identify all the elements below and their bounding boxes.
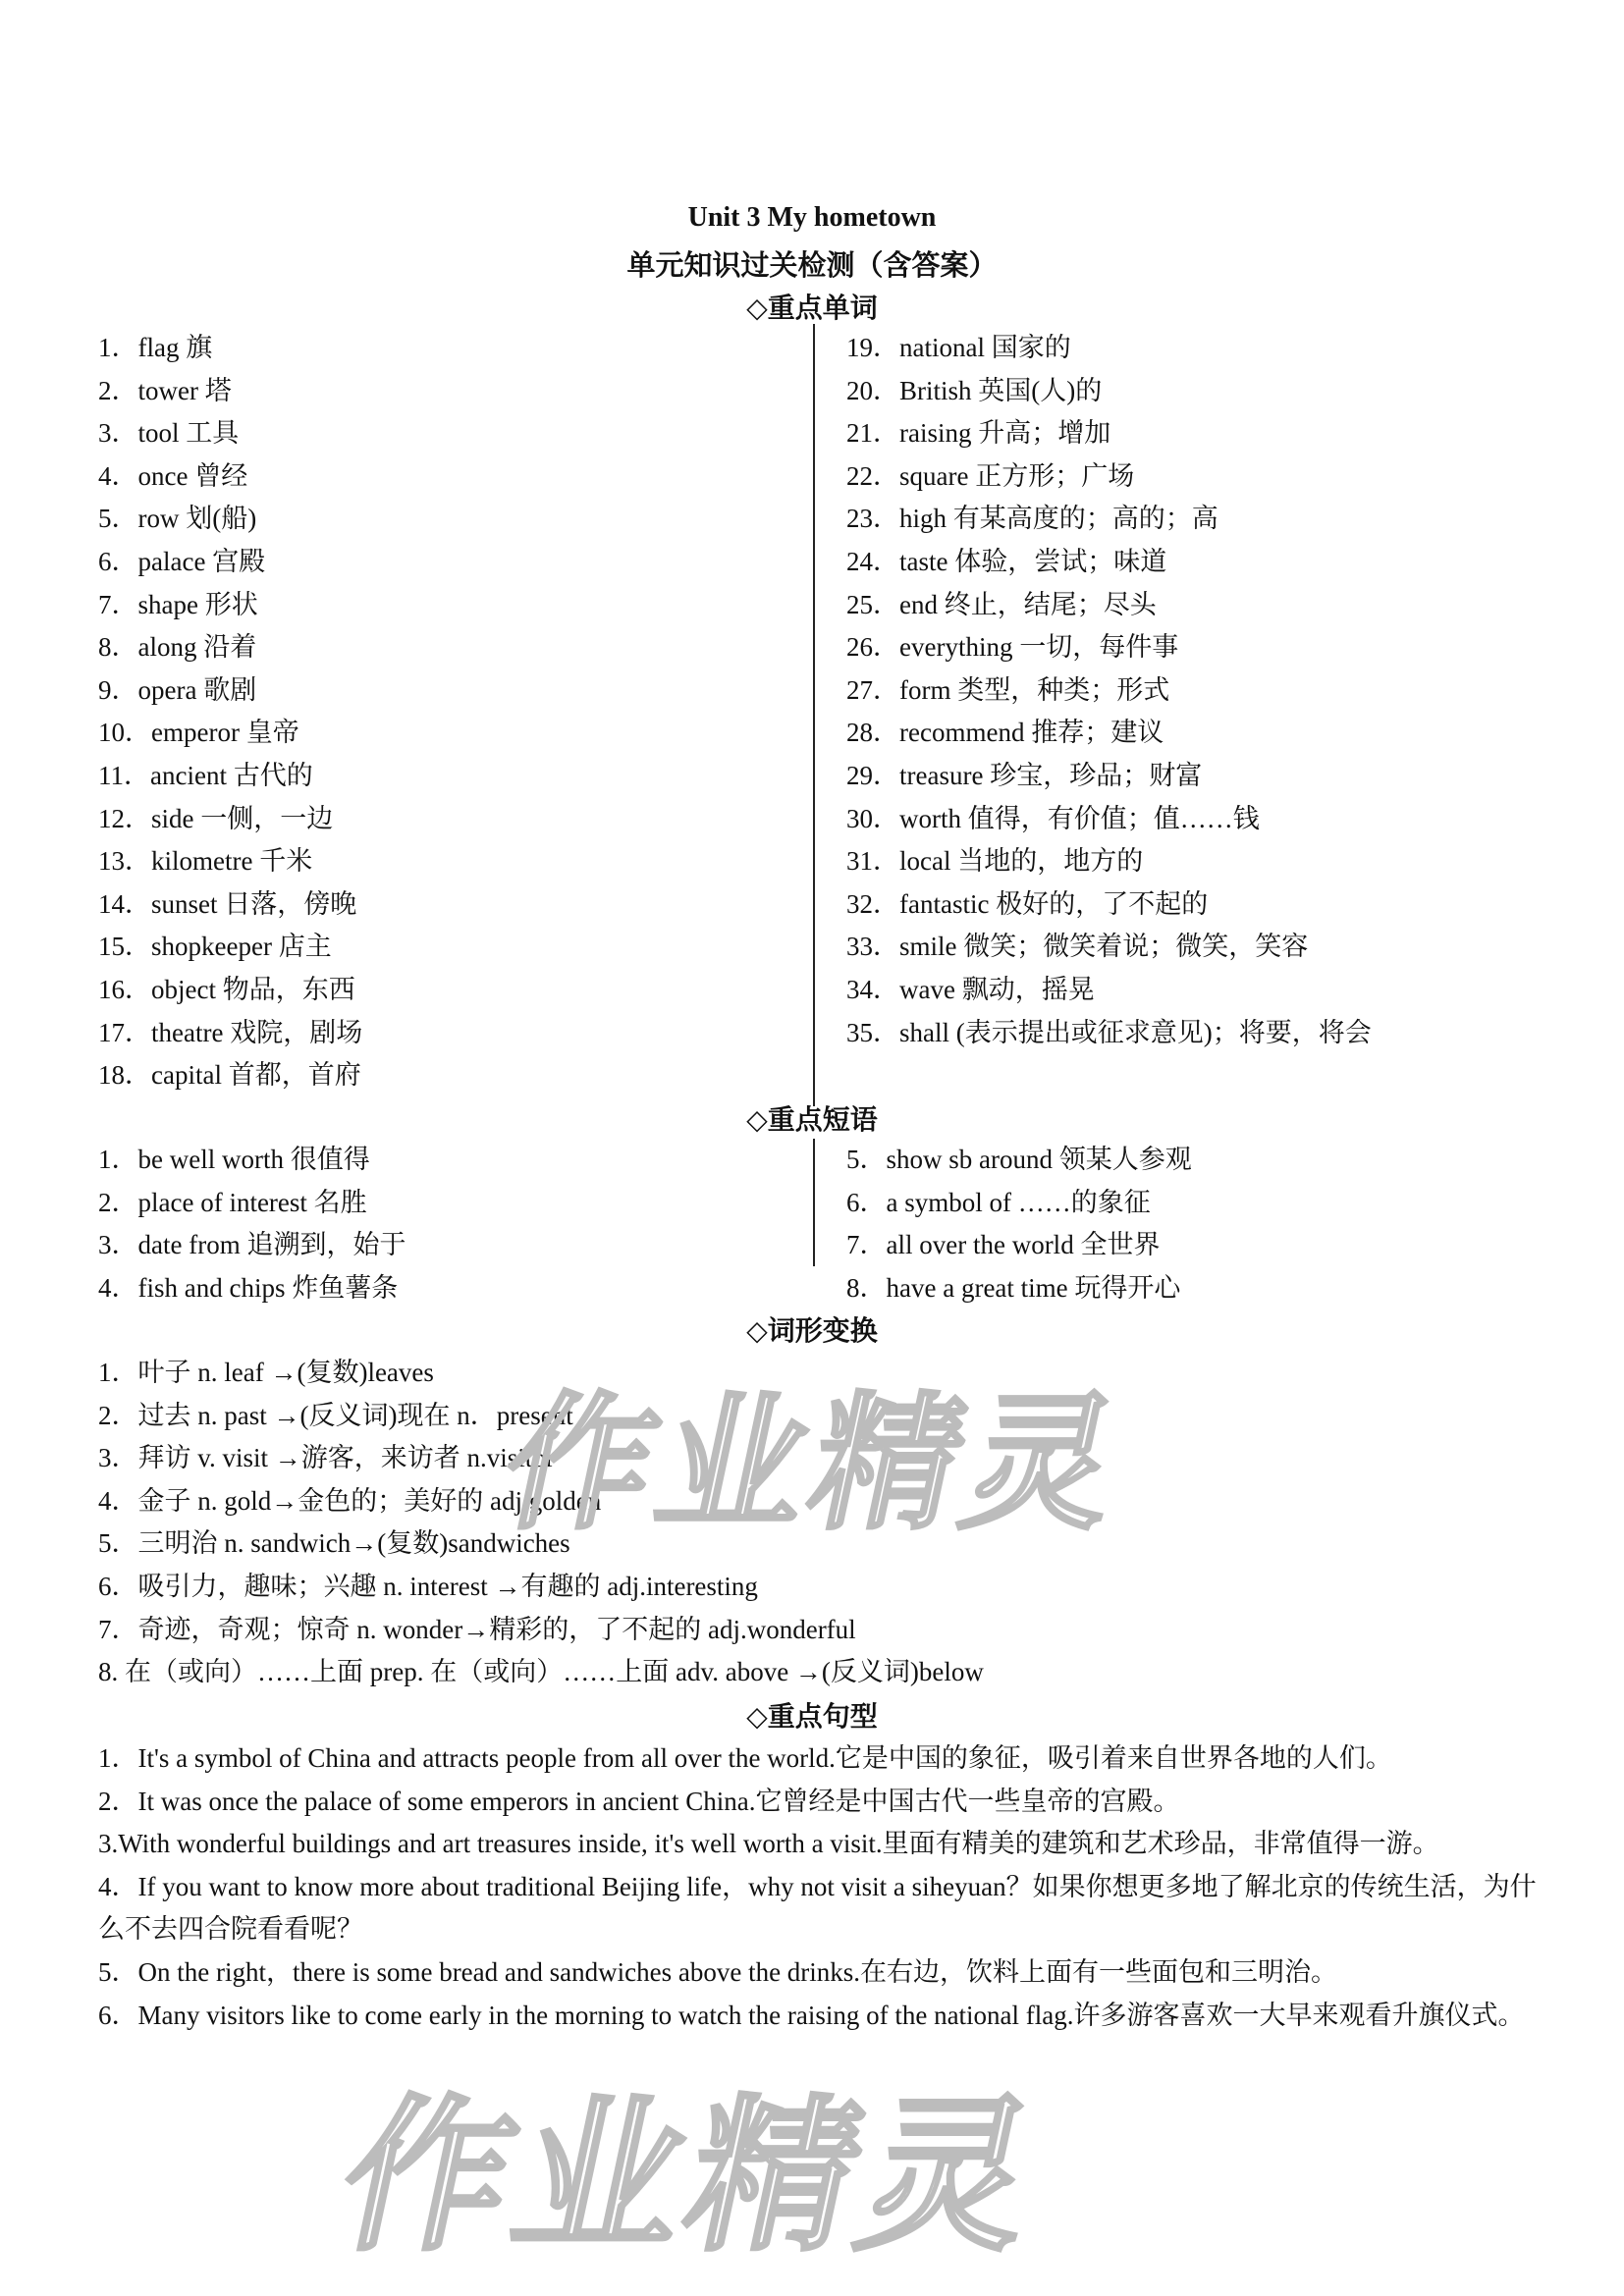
word-item: 31．local 当地的，地方的 (846, 846, 1144, 877)
word-item: 2．tower 塔 (98, 375, 232, 405)
column-divider (813, 324, 815, 1106)
sentence-item: 6．Many visitors like to come early in the morning to watch the raising of the national flag.许多游客喜欢一大早来观看升旗仪式。 (98, 2000, 1525, 2030)
sentence-item: 5．On the right，there is some bread and sandwiches above the drinks.在右边，饮料上面有一些面包和三明治。 (98, 1956, 1338, 1987)
word-item: 23．high 有某高度的；高的；高 (846, 504, 1218, 534)
word-item: 5．row 划(船) (98, 504, 257, 534)
word-item: 12．side 一侧，一边 (98, 803, 334, 833)
word-item: 1．flag 旗 (98, 333, 213, 362)
phrase-item: 5．show sb around 领某人参观 (846, 1145, 1192, 1174)
phrases-left-list (98, 1139, 406, 1309)
word-item: 18．capital 首都，首府 (98, 1060, 361, 1091)
words-right-list (846, 327, 1372, 1054)
word-item: 7．shape 形状 (98, 589, 258, 619)
section-key-words: ◇重点单词 (746, 294, 878, 324)
word-item: 9．opera 歌剧 (98, 674, 257, 705)
word-form-item: 5．三明治 n. sandwich→(复数)sandwiches (98, 1528, 570, 1559)
word-form-item: 3．拜访 v. visit →游客，来访者 n.visitor (98, 1443, 555, 1473)
phrase-item: 6．a symbol of ……的象征 (846, 1187, 1151, 1217)
phrase-item: 4．fish and chips 炸鱼薯条 (98, 1272, 399, 1303)
word-item: 33．smile 微笑；微笑着说；微笑，笑容 (846, 932, 1309, 962)
word-item: 15．shopkeeper 店主 (98, 932, 332, 962)
word-item: 20．British 英国(人)的 (846, 375, 1103, 405)
section-key-phrases: ◇重点短语 (746, 1105, 878, 1136)
sentences-list (98, 1737, 1551, 2037)
sentence-item: 1．It's a symbol of China and attracts people from all over the world.它是中国的象征，吸引着来自世界各地的人们。 (98, 1743, 1392, 1773)
word-item: 21．raising 升高；增加 (846, 418, 1111, 449)
word-form-item: 2．过去 n. past →(反义词)现在 n．present (98, 1400, 573, 1430)
word-item: 14．sunset 日落，傍晚 (98, 888, 357, 919)
words-left-list (98, 327, 362, 1097)
phrase-item: 2．place of interest 名胜 (98, 1187, 367, 1217)
word-form-item: 7．奇迹，奇观；惊奇 n. wonder→精彩的，了不起的 adj.wonderful (98, 1614, 856, 1644)
word-form-item: 1．叶子 n. leaf →(复数)leaves (98, 1358, 434, 1387)
word-item: 35．shall (表示提出或征求意见)；将要，将会 (846, 1017, 1372, 1047)
column-divider (813, 1139, 815, 1266)
word-item: 11．ancient 古代的 (98, 760, 313, 790)
phrases-right-list (846, 1139, 1192, 1309)
word-item: 25．end 终止，结尾；尽头 (846, 589, 1157, 619)
word-item: 28．recommend 推荐；建议 (846, 718, 1164, 748)
word-item: 4．once 曾经 (98, 460, 248, 491)
word-item: 16．object 物品，东西 (98, 974, 355, 1004)
phrase-item: 7．all over the world 全世界 (846, 1230, 1161, 1260)
word-item: 26．everything 一切，每件事 (846, 632, 1179, 663)
word-item: 30．worth 值得，有价值；值……钱 (846, 803, 1260, 833)
word-item: 10．emperor 皇帝 (98, 718, 299, 748)
word-item: 24．taste 体验，尝试；味道 (846, 546, 1167, 576)
section-key-sentences: ◇重点句型 (746, 1702, 878, 1733)
section-word-forms: ◇词形变换 (746, 1316, 878, 1347)
word-form-item: 4．金子 n. gold→金色的；美好的 adj.golden (98, 1485, 602, 1516)
phrase-item: 3．date from 追溯到，始于 (98, 1230, 406, 1260)
word-item: 6．palace 宫殿 (98, 546, 266, 576)
sentence-item: 4．If you want to know more about traditional Beijing life，why not visit a siheyuan？如果你想更多地了解北京的传统生活，为什么不去四合院看看呢？ (98, 1871, 1537, 1945)
unit-title: Unit 3 My hometown (687, 202, 937, 233)
sentence-item: 3.With wonderful buildings and art treasures inside, it's well worth a visit.里面有精美的建筑和艺术珍品，非常值得一游。 (98, 1829, 1439, 1859)
sentence-item: 2．It was once the palace of some emperors in ancient China.它曾经是中国古代一些皇帝的宫殿。 (98, 1786, 1180, 1816)
page-subtitle: 单元知识过关检测（含答案） (626, 250, 998, 282)
watermark: 作业精灵 (324, 2080, 1057, 2274)
word-item: 27．form 类型，种类；形式 (846, 674, 1170, 705)
phrase-item: 8．have a great time 玩得开心 (846, 1272, 1181, 1303)
word-item: 8．along 沿着 (98, 632, 257, 663)
watermark: 作业精灵 (489, 1379, 1139, 1550)
word-item: 13．kilometre 千米 (98, 846, 313, 877)
word-form-item: 8. 在（或向）……上面 prep. 在（或向）……上面 adv. above →(反义词)below (98, 1657, 984, 1687)
word-item: 19．national 国家的 (846, 333, 1071, 362)
word-form-item: 6．吸引力，趣味；兴趣 n. interest →有趣的 adj.interesting (98, 1571, 758, 1601)
word-item: 32．fantastic 极好的，了不起的 (846, 888, 1209, 919)
word-item: 34．wave 飘动，摇晃 (846, 974, 1095, 1004)
word-item: 17．theatre 戏院，剧场 (98, 1017, 363, 1047)
word-item: 3．tool 工具 (98, 418, 240, 449)
phrase-item: 1．be well worth 很值得 (98, 1145, 370, 1174)
word-item: 29．treasure 珍宝，珍品；财富 (846, 760, 1203, 790)
word-item: 22．square 正方形；广场 (846, 460, 1135, 491)
